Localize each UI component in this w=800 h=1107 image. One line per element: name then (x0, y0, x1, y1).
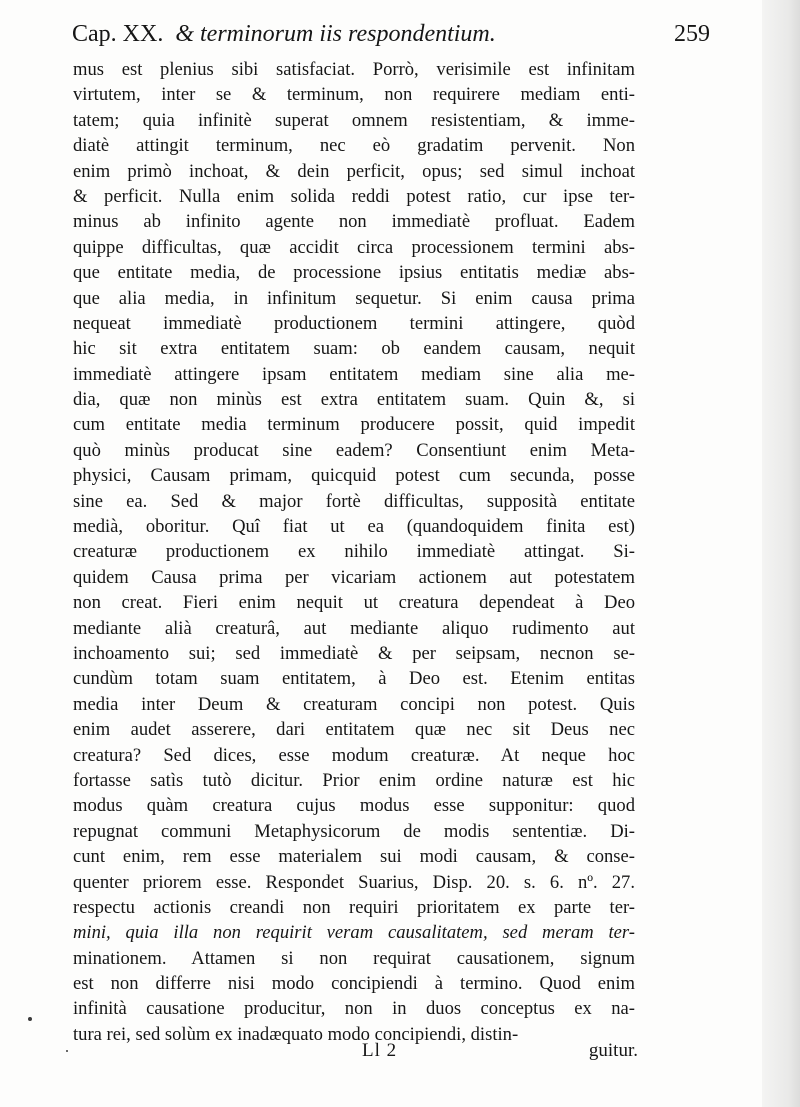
text-line: mediante alià creaturâ, aut mediante aliquo rudimento aut (73, 617, 635, 639)
text-line: nequeat immediatè productionem termini attingere, quòd (73, 312, 635, 334)
text-line: physici, Causam primam, quicquid potest cum secunda, posse (73, 465, 635, 487)
page-number: 259 (674, 21, 710, 47)
text-line: enim audet asserere, dari entitatem quæ nec sit Deus nec (73, 719, 635, 741)
text-line: hic sit extra entitatem suam: ob eandem causam, nequit (73, 338, 635, 360)
header-left (72, 16, 496, 52)
text-line: quidem Causa prima per vicariam actionem aut potestatem (73, 566, 635, 588)
text-line: tura rei, sed solùm ex inadæquato modo concipiendi, distin- (73, 1023, 519, 1045)
text-line: quò minùs producat sine eadem? Consentiunt enim Meta- (73, 439, 635, 461)
text-line: inchoamento sui; sed immediatè & per seipsam, necnon se- (73, 642, 635, 664)
text-line: est non differre nisi modo concipiendi à termino. Quod enim (73, 973, 635, 995)
text-line: medià, oboritur. Quî fiat ut ea (quandoquidem finita est) (73, 516, 635, 538)
ink-speck (66, 1050, 68, 1052)
text-line: modus quàm creatura cujus modus esse supponitur: quod (73, 795, 635, 817)
text-line: dia, quæ non minùs est extra entitatem suam. Quin &, si (73, 389, 635, 411)
text-line: tatem; quia infinitè superat omnem resistentiam, & imme- (73, 109, 635, 131)
ink-speck (28, 1017, 32, 1021)
text-line: non creat. Fieri enim nequit ut creatura dependeat à Deo (73, 592, 635, 614)
text-line: fortasse satìs tutò dicitur. Prior enim ordine naturæ est hic (73, 769, 635, 791)
text-line: minus ab infinito agente non immediatè profluat. Eadem (73, 211, 635, 233)
text-line: media inter Deum & creaturam concipi non potest. Quis (73, 693, 635, 715)
page-footer (72, 1037, 638, 1065)
text-line: mini, quia illa non requirit veram causalitatem, sed meram ter- (73, 922, 635, 944)
text-line: sine ea. Sed & major fortè difficultas, supposità entitate (73, 490, 635, 512)
text-line: mus est plenius sibi satisfaciat. Porrò, verisimile est infinitam (73, 59, 635, 80)
text-line: immediatè attingere ipsam entitatem mediam sine alia me- (73, 363, 635, 385)
text-line: & perficit. Nulla enim solida reddi potest ratio, cur ipse ter- (73, 185, 635, 207)
text-line: creaturæ productionem ex nihilo immediatè attingat. Si- (73, 541, 635, 563)
text-line: cunt enim, rem esse materialem sui modi causam, & conse- (73, 846, 635, 868)
facing-page-bleed (762, 0, 800, 1107)
text-line: diatè attingit terminum, nec eò gradatim pervenit. Non (73, 135, 635, 157)
running-head (72, 16, 710, 52)
text-line: minationem. Attamen si non requirat causationem, signum (73, 947, 635, 969)
text-line: enim primò inchoat, & dein perficit, opus; sed simul inchoat (73, 160, 635, 182)
text-line: infinità causatione producitur, non in duos conceptus ex na- (73, 998, 635, 1020)
text-line: cum entitate media terminum producere possit, quid impedit (73, 414, 635, 436)
text-line: virtutem, inter se & terminum, non requirere mediam enti- (73, 84, 635, 106)
text-line: que entitate media, de processione ipsius entitatis mediæ abs- (73, 262, 635, 284)
chapter-title: & terminorum iis respondentium. (175, 21, 496, 47)
text-line: que alia media, in infinitum sequetur. Si enim causa prima (73, 287, 635, 309)
catchword: guitur. (588, 1040, 638, 1061)
text-line: creatura? Sed dices, esse modum creaturæ. At neque hoc (73, 744, 635, 766)
signature-mark: Ll 2 (362, 1040, 398, 1061)
text-line: repugnat communi Metaphysicorum de modis sententiæ. Di- (73, 820, 635, 842)
text-line: cundùm totam suam entitatem, à Deo est. Etenim entitas (73, 668, 635, 690)
text-line: quenter priorem esse. Respondet Suarius, Disp. 20. s. 6. nº. 27. (73, 871, 635, 893)
text-line: quippe difficultas, quæ accidit circa processionem termini abs- (73, 236, 635, 258)
text-line: respectu actionis creandi non requiri prioritatem ex parte ter- (73, 896, 635, 918)
body-text (73, 57, 635, 1047)
chapter-label: Cap. XX. (72, 21, 164, 47)
